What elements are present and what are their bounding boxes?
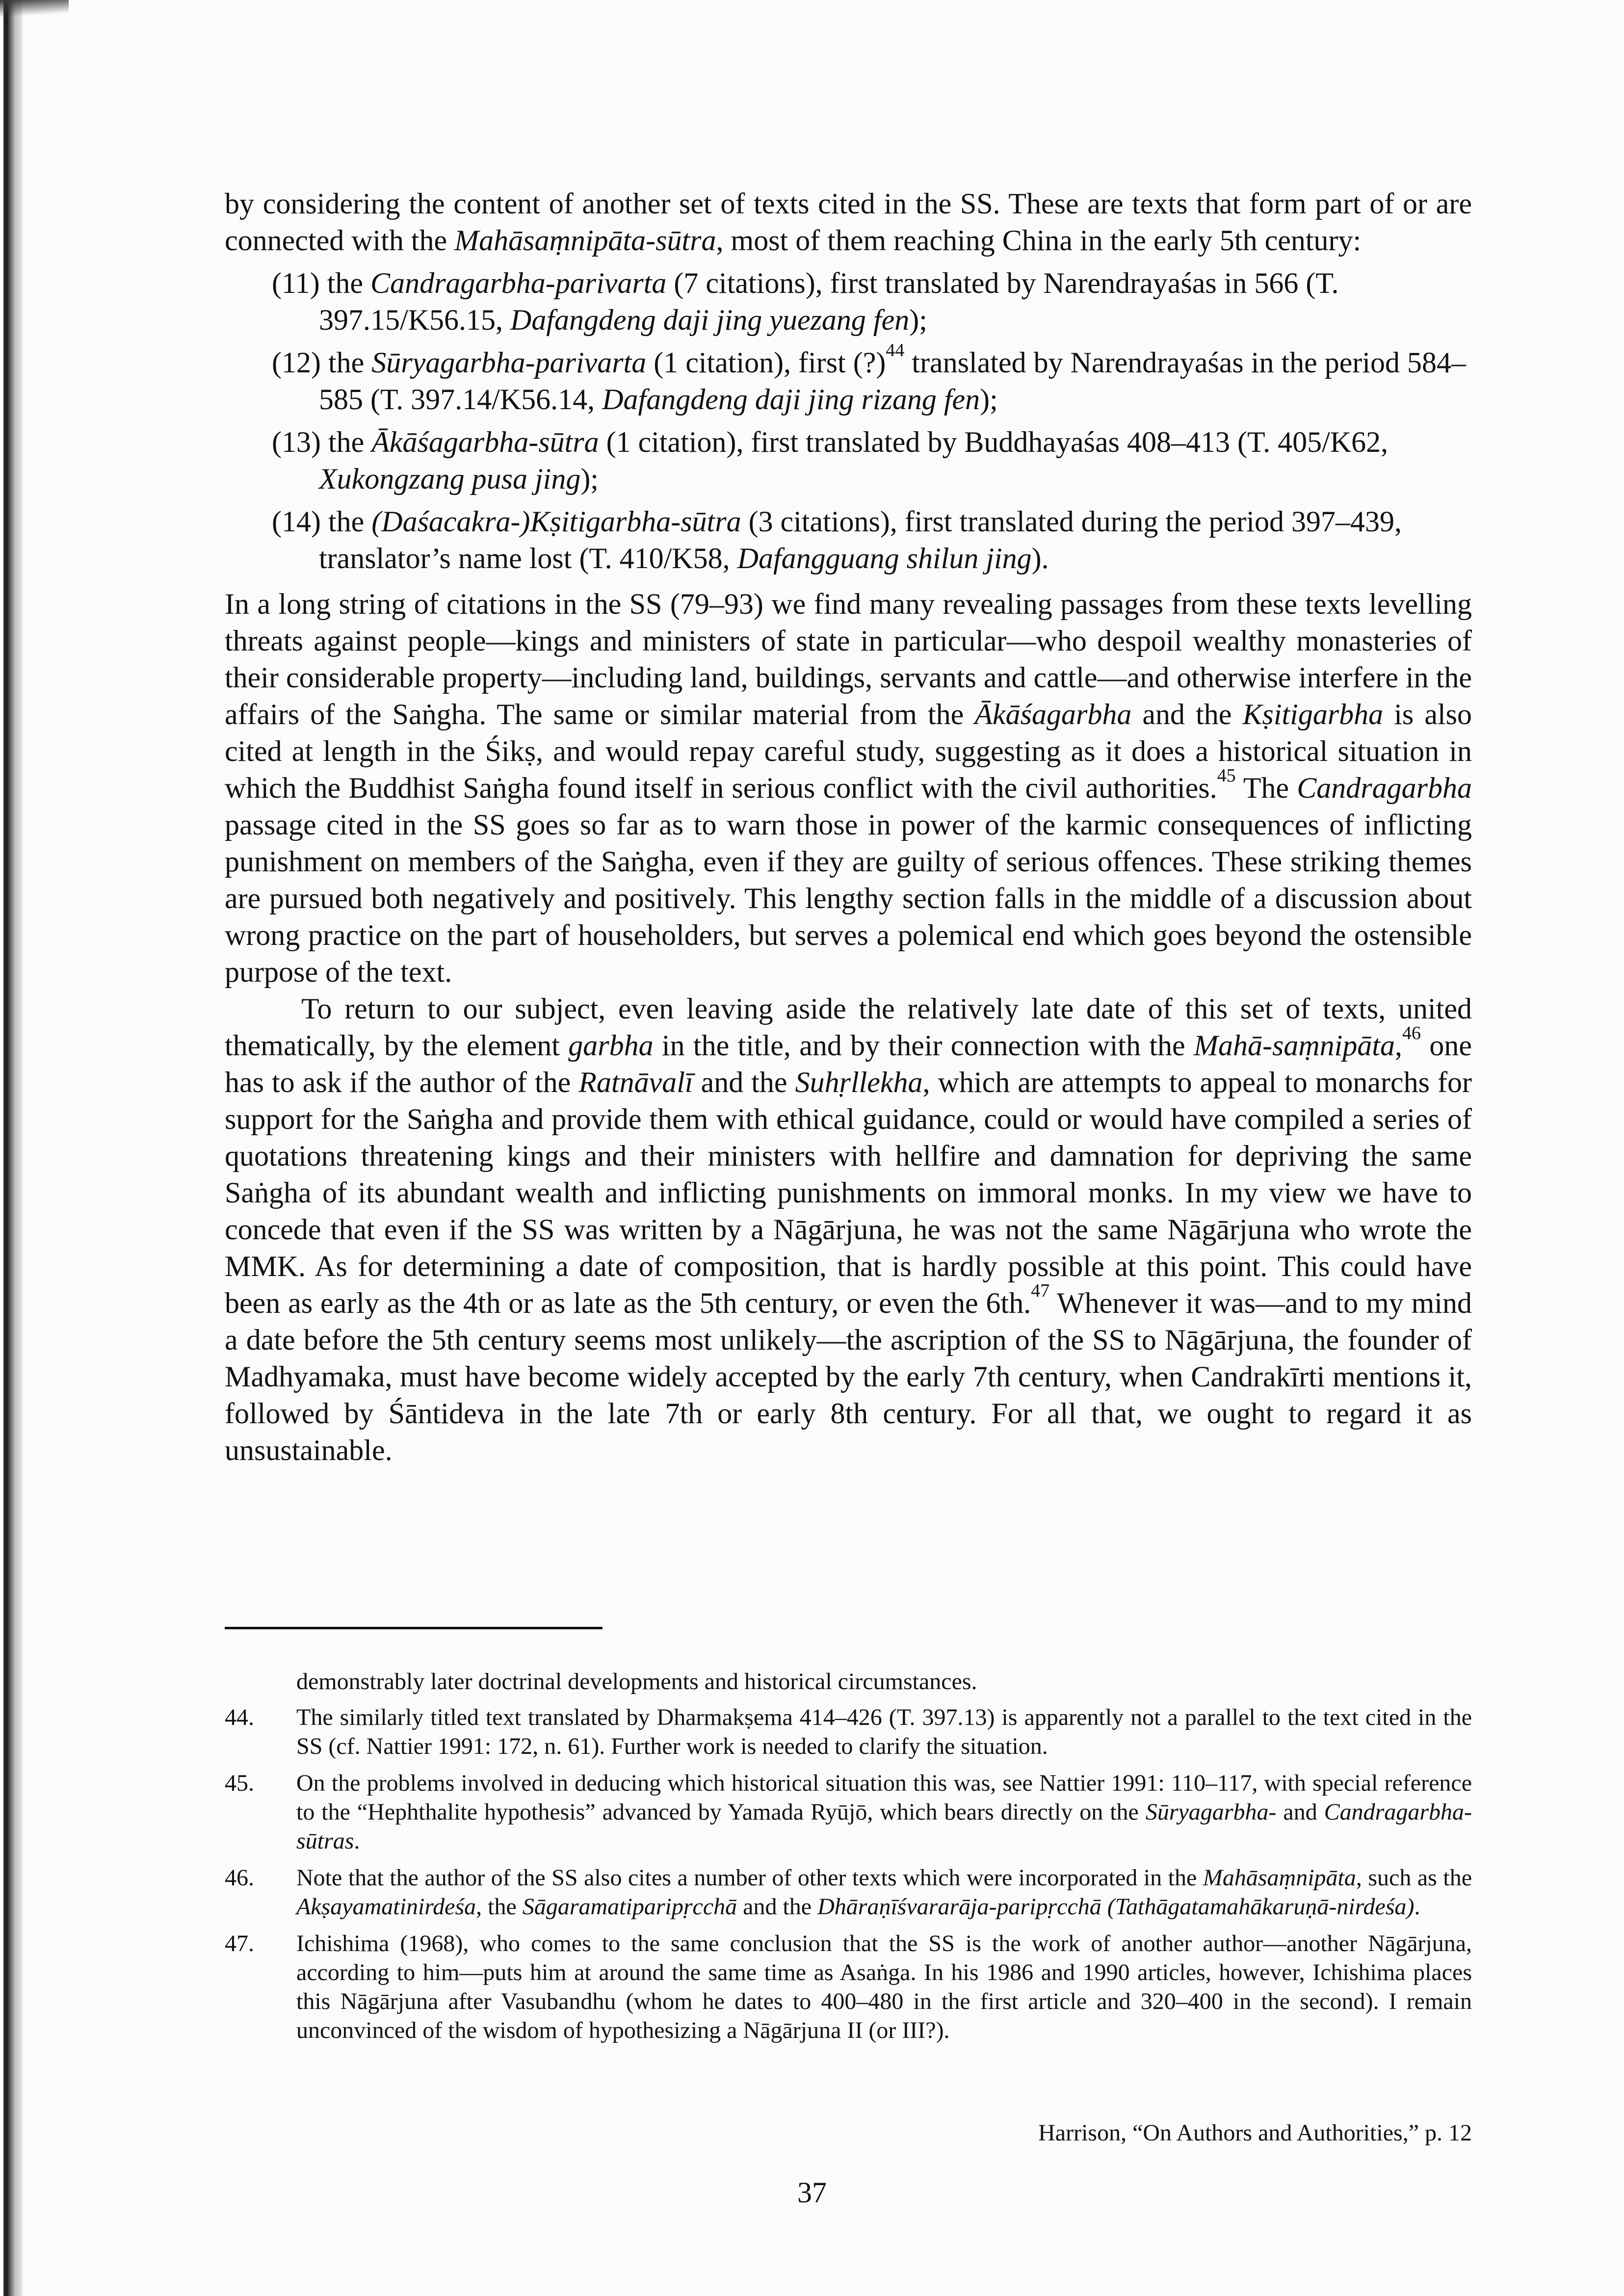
italic-title: Kṣitigarbha [1242,698,1384,731]
italic-title: Dafangdeng daji jing yuezang fen [510,304,910,336]
footnote-ref[interactable]: 45 [1217,765,1236,786]
footnote-46 [225,1863,1472,1921]
italic-title: Suhṛllekha [795,1066,923,1098]
body-paragraph-2: To return to our subject, even leaving aside the relatively late date of this set of texts, united thematically, by the element garbha in the title, and by their connection with the Mahā-saṃnipāta,$^{46}$ one has to ask if the author of the Ratnāvalī and the Suhṛllekha, which are attempts to appeal to monarchs for support for the Saṅgha and provide them with ethical guidance, could or would have compiled a series of quotations threatening kings and their ministers with hellfire and damnation for depriving the same Saṅgha of its abundant wealth and inflicting punishments on immoral monks. In my view we have to concede that even if the SS was written by a Nāgārjuna, he was not the same Nāgārjuna who wrote the MMK. As for determining a date of composition, that is hardly possible at this point. This could have been as early as the 4th or as late as the 5th century, or even the 6th.$^{47}$ Whenever it was—and to my mind a date before the 5th century seems most unlikely—the ascription of the SS to Nāgārjuna, the founder of Madhyamaka, must have become widely accepted by the early 7th century, when Candrakīrti mentions it, followed by Śāntideva in the late 7th or early 8th century. For all that, we ought to regard it as unsustainable. [225,992,1472,1466]
italic-title: Candragarbha-sūtras [296,1799,1472,1854]
footnote-number: 44. [225,1704,254,1730]
footnote-44 [225,1703,1472,1761]
scan-binding-edge [0,0,23,2296]
footnote-45 [225,1769,1472,1855]
footnote-number: 45. [225,1770,254,1796]
footnotes [225,1667,1472,2053]
italic-title: Mahā-saṃnipāta [1194,1029,1395,1062]
italic-title: Dafangguang shilun jing [737,542,1032,574]
footnote-number: 46. [225,1865,254,1891]
footnote-47 [225,1929,1472,2045]
intro-paragraph: by considering the content of another set of texts cited in the SS. These are texts that form part of or are connected with the Mahāsaṃnipāta-sūtra, most of them reaching China in the early 5th century: [225,187,1472,257]
italic-title: garbha [568,1029,654,1062]
italic-title: Mahāsaṃnipāta-sūtra [454,224,716,257]
italic-title: Dhāraṇīśvararāja-paripṛcchā (Tathāgatamahākaruṇā-nirdeśa) [817,1894,1414,1920]
running-footer: Harrison, “On Authors and Authorities,” p. 12 [1038,2120,1472,2146]
footnote-text: Ichishima (1968), who comes to the same conclusion that the SS is the work of another author—another Nāgārjuna, according to him—puts him at around the same time as Asaṅga. In his 1986 and 1990 articles, however, Ichishima places this Nāgārjuna after Vasubandhu (whom he dates to 400–480 in the first article and 320–400 in the second). I remain unconvinced of the wisdom of hypothesizing a Nāgārjuna II (or III?). [296,1931,1472,2043]
footnote-text: On the problems involved in deducing which historical situation this was, see Nattier 1991: 110–117, with special reference to the “Hephthalite hypothesis” advanced by Yamada Ryūjō, which bears directly on the Sūryagarbha- and Candragarbha-sūtras. [296,1770,1472,1854]
citation-item: (14) the (Daśacakra-)Kṣitigarbha-sūtra (3 citations), first translated during the period 397–439, translator’s name lost (T. 410/K58, Dafangguang shilun jing). [272,505,1402,574]
citation-item: (12) the Sūryagarbha-parivarta (1 citation), first (?)$^{44}$ translated by Narendrayaśas in the period 584–585 (T. 397.14/K56.14, Dafangdeng daji jing rizang fen); [272,340,1467,416]
italic-title: Candragarbha-parivarta [370,267,667,299]
italic-title: Mahāsaṃnipāta [1203,1865,1356,1891]
footnote-continuation: demonstrably later doctrinal developments and historical circumstances. [296,1669,977,1695]
main-text [225,185,1472,1469]
footnote-ref[interactable]: 46 [1402,1023,1421,1044]
italic-title: Sūryagarbha- [1145,1799,1277,1825]
italic-title: Xukongzang pusa jing [319,463,581,495]
italic-title: Ratnāvalī [578,1066,693,1098]
italic-title: (Daśacakra-)Kṣitigarbha-sūtra [371,505,741,538]
italic-title: Sāgaramatiparipṛcchā [522,1894,737,1920]
footnote-text: The similarly titled text translated by Dharmakṣema 414–426 (T. 397.13) is apparently not a parallel to the text cited in the SS (cf. Nattier 1991: 172, n. 61). Further work is needed to clarify the situation. [296,1704,1472,1759]
italic-title: Candragarbha [1297,772,1472,804]
footnote-number: 47. [225,1931,254,1957]
footnote-separator [225,1627,602,1629]
citation-item: (11) the Candragarbha-parivarta (7 citations), first translated by Narendrayaśas in 566 (T. 397.15/K56.15, Dafangdeng daji jing yuezang fen); [272,267,1339,336]
citation-list [225,265,1472,577]
italic-title: Ākāśagarbha-sūtra [371,426,599,458]
body-paragraph-1: In a long string of citations in the SS (79–93) we find many revealing passages from these texts levelling threats against people—kings and ministers of state in particular—who despoil wealthy monasteries of their considerable property—including land, buildings, servants and cattle—and otherwise interfere in the affairs of the Saṅgha. The same or similar material from the Ākāśagarbha and the Kṣitigarbha is also cited at length in the Śikṣ, and would repay careful study, suggesting as it does a historical situation in which the Buddhist Saṅgha found itself in serious conflict with the civil authorities.$^{45}$ The Candragarbha passage cited in the SS goes so far as to warn those in power of the karmic consequences of inflicting punishment on members of the Saṅgha, even if they are guilty of serious offences. These striking themes are pursued both negatively and positively. This lengthy section falls in the middle of a discussion about wrong practice on the part of householders, but serves a polemical end which goes beyond the ostensible purpose of the text. [225,588,1472,988]
footnote-ref[interactable]: 44 [886,340,905,361]
italic-title: Akṣayamatinirdeśa [296,1894,476,1920]
footnote-text: Note that the author of the SS also cites a number of other texts which were incorporated in the Mahāsaṃnipāta, such as the Akṣayamatinirdeśa, the Sāgaramatiparipṛcchā and the Dhāraṇīśvararāja-paripṛcchā (Tathāgatamahākaruṇā-nirdeśa). [296,1865,1472,1920]
citation-item: (13) the Ākāśagarbha-sūtra (1 citation), first translated by Buddhayaśas 408–413 (T. 405/K62, Xukongzang pusa jing); [272,426,1388,495]
page-number: 37 [797,2176,827,2209]
italic-title: Dafangdeng daji jing rizang fen [602,383,980,416]
italic-title: Ākāśagarbha [974,698,1132,731]
footnote-ref[interactable]: 47 [1031,1280,1050,1301]
italic-title: Sūryagarbha-parivarta [371,346,647,379]
scan-corner-shadow [0,0,69,18]
